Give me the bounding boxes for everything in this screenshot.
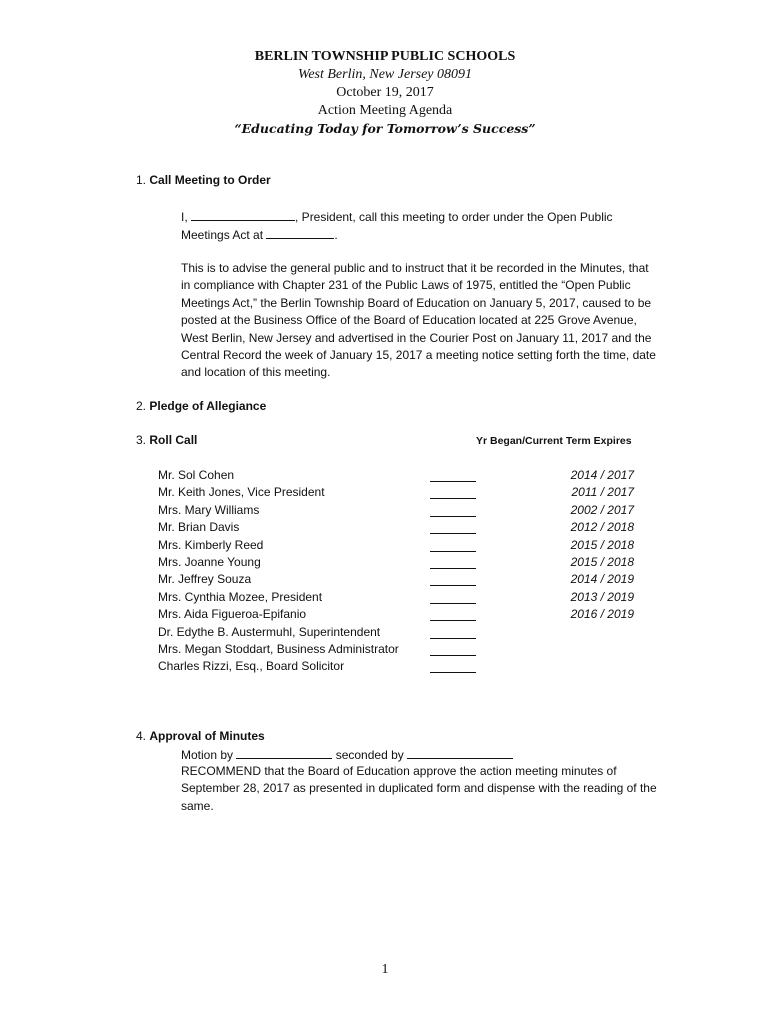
member-term: 2013 / 2019 — [570, 589, 634, 604]
call-to-order-statement — [181, 208, 661, 245]
section-4-heading — [136, 729, 265, 743]
attendance-blank — [430, 470, 476, 482]
roll-call-row — [158, 606, 638, 623]
page-number: 1 — [381, 962, 389, 977]
public-notice-paragraph: This is to advise the general public and to instruct that it be recorded in the Minutes, that in compliance with Chapter 231 of the Public Laws of 1975, entitled the “Open Public Meetings Act,” the Berlin Township Board of Education on January 5, 2017, caused to be posted at the Business Office of the Board of Education located at 225 Grove Avenue, West Berlin, New Jersey and advertised in the Courier Post on January 11, 2017 and the Central Record the week of January 15, 2017 a meeting notice setting forth the time, date and location of this meeting. — [181, 261, 656, 380]
seconded-by-blank — [407, 746, 513, 759]
time-blank — [266, 226, 334, 239]
attendance-blank — [430, 661, 476, 673]
member-name: Mr. Jeffrey Souza — [158, 572, 252, 587]
minutes-recommendation: RECOMMEND that the Board of Education approve the action meeting minutes of September 28, 2017 as presented in duplicated form and dispense with the reading of the same. — [181, 764, 657, 813]
roll-call-row — [158, 467, 638, 484]
member-name: Dr. Edythe B. Austermuhl, Superintendent — [158, 624, 381, 639]
member-name: Mrs. Megan Stoddart, Business Administrator — [158, 641, 399, 656]
roll-call-row — [158, 571, 638, 588]
roll-call-row — [158, 484, 638, 501]
section-2-heading — [136, 399, 266, 413]
attendance-blank — [430, 574, 476, 586]
roll-call-row — [158, 589, 638, 606]
motion-text: seconded by — [332, 748, 408, 762]
member-term: 2014 / 2019 — [570, 572, 634, 587]
document-header — [0, 48, 770, 138]
statement-text: . — [334, 228, 338, 243]
section-number: 4. — [136, 729, 147, 743]
roll-call-row — [158, 554, 638, 571]
section-title: Pledge of Allegiance — [149, 399, 267, 413]
roll-call-row — [158, 502, 638, 519]
roll-call-row — [158, 519, 638, 536]
statement-text: Meetings Act at — [181, 228, 267, 243]
member-term: 2011 / 2017 — [571, 485, 634, 500]
member-name: Mrs. Cynthia Mozee, President — [158, 589, 323, 604]
statement-text: , President, call this meeting to order under the Open Public — [295, 210, 613, 224]
section-number: 3. — [136, 433, 147, 447]
section-title: Approval of Minutes — [149, 729, 265, 743]
minutes-motion — [181, 746, 661, 764]
attendance-blank — [430, 627, 476, 639]
member-name: Mr. Brian Davis — [158, 520, 240, 535]
attendance-blank — [430, 487, 476, 499]
member-term: 2016 / 2019 — [570, 607, 634, 622]
attendance-blank — [430, 609, 476, 621]
roll-call-list — [158, 467, 638, 676]
member-term: 2015 / 2018 — [570, 537, 634, 552]
agenda-title: Action Meeting Agenda — [317, 103, 453, 118]
section-number: 1. — [136, 173, 147, 187]
attendance-blank — [430, 505, 476, 517]
member-term: 2015 / 2018 — [570, 554, 634, 569]
roll-call-row — [158, 641, 638, 658]
attendance-blank — [430, 522, 476, 534]
district-location: West Berlin, New Jersey 08091 — [297, 67, 473, 82]
member-name: Mr. Sol Cohen — [158, 468, 235, 482]
president-name-blank — [191, 208, 295, 221]
member-term: 2012 / 2018 — [570, 520, 634, 535]
term-column-header: Yr Began/Current Term Expires — [476, 435, 632, 447]
section-3-heading — [136, 433, 197, 447]
statement-text: I, — [181, 210, 192, 224]
section-title: Call Meeting to Order — [149, 173, 271, 187]
member-name: Mrs. Joanne Young — [158, 554, 261, 569]
district-motto: “Educating Today for Tomorrow’s Success” — [234, 121, 536, 136]
roll-call-row — [158, 624, 638, 641]
attendance-blank — [430, 592, 476, 604]
attendance-blank — [430, 644, 476, 656]
motion-text: Motion by — [181, 748, 237, 762]
roll-call-row — [158, 537, 638, 554]
section-1-heading — [136, 173, 271, 187]
member-name: Mr. Keith Jones, Vice President — [158, 485, 325, 500]
member-name: Mrs. Mary Williams — [158, 502, 260, 517]
member-term: 2002 / 2017 — [570, 502, 634, 517]
motion-by-blank — [236, 746, 332, 759]
member-name: Mrs. Aida Figueroa-Epifanio — [158, 607, 307, 622]
section-number: 2. — [136, 399, 147, 413]
member-term: 2014 / 2017 — [570, 468, 634, 482]
district-title: BERLIN TOWNSHIP PUBLIC SCHOOLS — [254, 49, 516, 64]
meeting-date: October 19, 2017 — [336, 85, 434, 100]
attendance-blank — [430, 557, 476, 569]
member-name: Charles Rizzi, Esq., Board Solicitor — [158, 659, 345, 674]
roll-call-row — [158, 658, 638, 675]
section-title: Roll Call — [149, 433, 198, 447]
member-name: Mrs. Kimberly Reed — [158, 537, 264, 552]
attendance-blank — [430, 540, 476, 552]
